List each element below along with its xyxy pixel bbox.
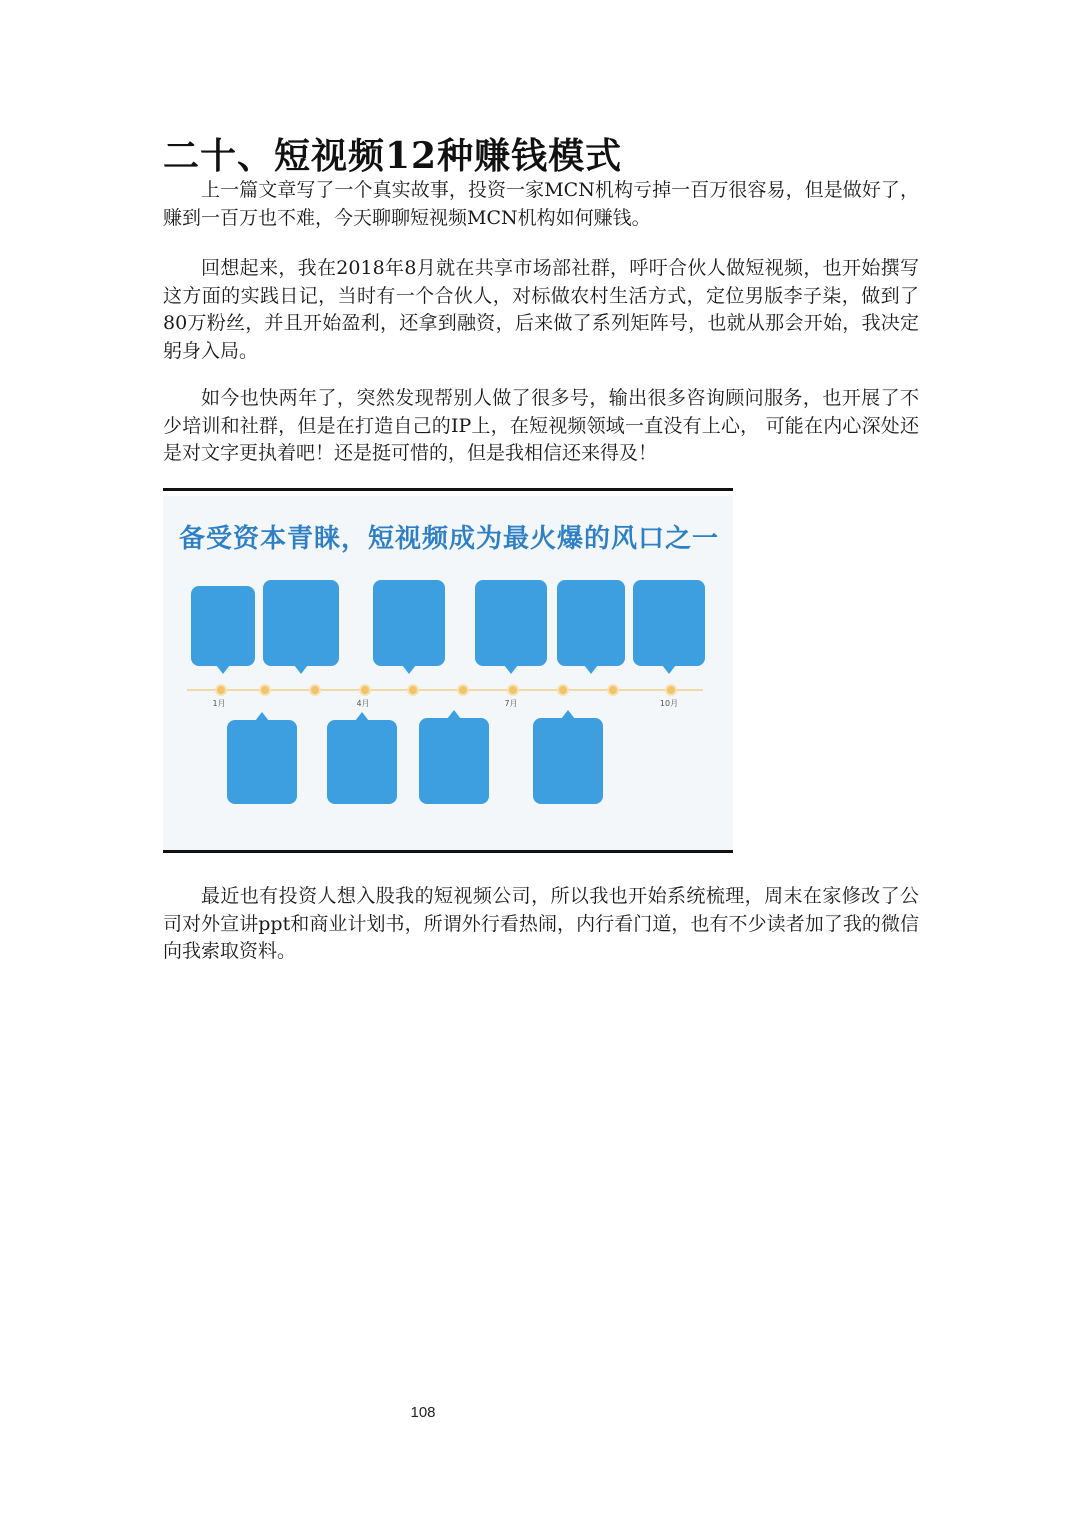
timeline-card [373,580,445,666]
paragraph-3: 如今也快两年了，突然发现帮别人做了很多号，输出很多咨询顾问服务，也开展了不少培训和社群，但是在打造自己的IP上，在短视频领域一直没有上心， 可能在内心深处还是对文字更执着吧！还是挺可惜的，但是我相信还来得及！ [163,387,919,464]
timeline-dot [407,684,419,696]
month-label: 4月 [356,699,370,708]
month-label: 10月 [659,699,679,708]
month-label: 1月 [212,699,226,708]
timeline-card [557,580,625,666]
timeline-dot [215,684,227,696]
page-number: 108 [410,1404,436,1421]
timeline-dot [457,684,469,696]
figure-bottom-rule [163,850,733,853]
timeline-card [191,586,255,666]
timeline-card [475,580,547,666]
timeline-dot [557,684,569,696]
timeline-card [533,718,603,804]
timeline-card [327,720,397,804]
paragraph-2: 回想起来，我在2018年8月就在共享市场部社群，呼吁合伙人做短视频，也开始撰写这方面的实践日记，当时有一个合伙人，对标做农村生活方式，定位男版李子柒，做到了80万粉丝，并且开始盈利，还拿到融资，后来做了系列矩阵号，也就从那会开始，我决定躬身入局。 [163,257,919,362]
timeline-card [227,720,297,804]
timeline-dot [309,684,321,696]
month-label: 7月 [504,699,518,708]
timeline-card [419,718,489,804]
timeline-dot [507,684,519,696]
timeline-dot [359,684,371,696]
figure-top-rule [163,488,733,491]
timeline-dot [665,684,677,696]
timeline-dot [607,684,619,696]
page-title: 二十、短视频12种赚钱模式 [163,135,623,177]
funding-timeline-figure [163,496,733,850]
paragraph-4: 最近也有投资人想入股我的短视频公司，所以我也开始系统梳理，周末在家修改了公司对外宣讲ppt和商业计划书，所谓外行看热闹，内行看门道，也有不少读者加了我的微信向我索取资料。 [163,885,919,962]
timeline-card [633,580,705,666]
paragraph-1: 上一篇文章写了一个真实故事，投资一家MCN机构亏掉一百万很容易，但是做好了，赚到一百万也不难，今天聊聊短视频MCN机构如何赚钱。 [163,179,919,229]
timeline-card [263,580,339,666]
figure-heading: 备受资本青睐，短视频成为最火爆的风口之一 [179,524,720,554]
timeline-dot [259,684,271,696]
